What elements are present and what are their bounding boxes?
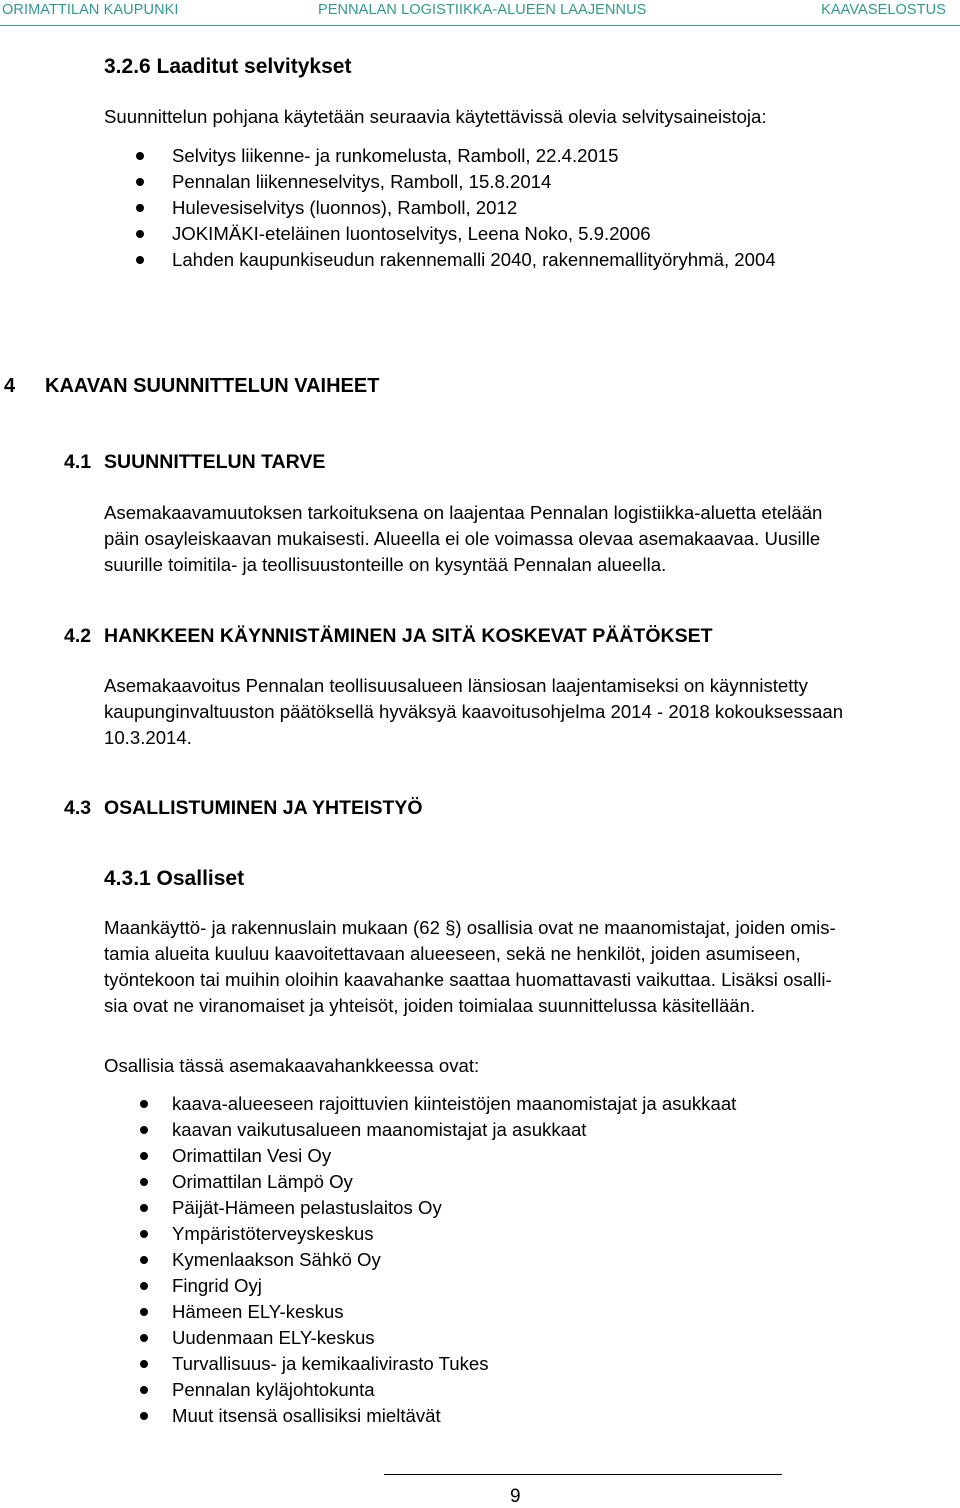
list-item: Orimattilan Lämpö Oy	[172, 1169, 736, 1195]
bullet-icon	[136, 152, 144, 160]
list-item: Kymenlaakson Sähkö Oy	[172, 1247, 736, 1273]
section-3-2-6-intro: Suunnittelun pohjana käytetään seuraavia käytettävissä olevia selvitysaineistoja:	[104, 106, 767, 127]
bullet-icon	[140, 1360, 148, 1368]
bullet-icon	[136, 230, 144, 238]
bullet-icon	[140, 1386, 148, 1394]
bullet-icon	[140, 1100, 148, 1108]
section-4-1-body: Asemakaavamuutoksen tarkoituksena on laajentaa Pennalan logistiikka-aluetta etelään päin osayleiskaavan mukaisesti. Alueella ei ole voimassa olevaa asemakaavaa. Uusille suurille toimitila- ja teollisuustonteille on kysyntää Pennalan alueella.	[104, 502, 823, 575]
bullet-icon	[140, 1282, 148, 1290]
list-item: Turvallisuus- ja kemikaalivirasto Tukes	[172, 1351, 736, 1377]
list-item: Selvitys liikenne- ja runkomelusta, Ramboll, 22.4.2015	[172, 143, 776, 169]
header-project-title: PENNALAN LOGISTIIKKA-ALUEEN LAAJENNUS	[318, 2, 647, 18]
bullet-icon	[140, 1308, 148, 1316]
bullet-icon	[136, 178, 144, 186]
bullet-icon	[140, 1178, 148, 1186]
bullet-icon	[140, 1256, 148, 1264]
section-4-1-title: SUUNNITTELUN TARVE	[104, 451, 326, 473]
parties-list	[172, 1091, 736, 1429]
list-item: Fingrid Oyj	[172, 1273, 736, 1299]
list-item: Hämeen ELY-keskus	[172, 1299, 736, 1325]
bullet-icon	[140, 1230, 148, 1238]
list-item: Uudenmaan ELY-keskus	[172, 1325, 736, 1351]
section-4-2-title: HANKKEEN KÄYNNISTÄMINEN JA SITÄ KOSKEVAT PÄÄTÖKSET	[104, 625, 713, 647]
section-4-2-body: Asemakaavoitus Pennalan teollisuusalueen länsiosan laajentamiseksi on käynnistetty kaupunginvaltuuston päätöksellä hyväksyä kaavoitusohjelma 2014 - 2018 kokouksessaan 10.3.2014.	[104, 675, 844, 748]
bullet-icon	[140, 1152, 148, 1160]
section-4-3-title: OSALLISTUMINEN JA YHTEISTYÖ	[104, 797, 423, 819]
bullet-icon	[136, 256, 144, 264]
chapter-4-number: 4	[4, 375, 16, 397]
header-divider	[0, 25, 960, 26]
list-item: kaavan vaikutusalueen maanomistajat ja asukkaat	[172, 1117, 736, 1143]
bullet-icon	[140, 1412, 148, 1420]
list-item: Päijät-Hämeen pelastuslaitos Oy	[172, 1195, 736, 1221]
section-4-3-1-heading: 4.3.1 Osalliset	[104, 867, 245, 890]
header-document-type: KAAVASELOSTUS	[821, 2, 946, 18]
header-organization: ORIMATTILAN KAUPUNKI	[2, 2, 179, 18]
parties-list-intro: Osallisia tässä asemakaavahankkeessa ovat:	[104, 1055, 480, 1076]
bullet-icon	[136, 204, 144, 212]
section-4-3-1-body: Maankäyttö- ja rakennuslain mukaan (62 §) osallisia ovat ne maanomistajat, joiden omis- tamia alueita kuuluu kaavoitettavaan alueeseen, sekä ne henkilöt, joiden asumiseen, työntekoon tai muihin oloihin kaavahanke saattaa huomattavasti vaikuttaa. Lisäksi osalli- sia ovat ne viranomaiset ja yhteisöt, joiden toimialaa suunnittelussa käsitellään.	[104, 917, 836, 1016]
list-item: JOKIMÄKI-eteläinen luontoselvitys, Leena Noko, 5.9.2006	[172, 221, 776, 247]
footer-divider	[384, 1474, 782, 1475]
section-3-2-6-heading: 3.2.6 Laaditut selvitykset	[104, 55, 352, 78]
page-number: 9	[510, 1486, 521, 1507]
list-item: Hulevesiselvitys (luonnos), Ramboll, 2012	[172, 195, 776, 221]
list-item: Ympäristöterveyskeskus	[172, 1221, 736, 1247]
bullet-icon	[140, 1126, 148, 1134]
list-item: Muut itsensä osallisiksi mieltävät	[172, 1403, 736, 1429]
list-item: Pennalan liikenneselvitys, Ramboll, 15.8.2014	[172, 169, 776, 195]
list-item: Orimattilan Vesi Oy	[172, 1143, 736, 1169]
section-4-1-number: 4.1	[64, 451, 92, 473]
list-item: Pennalan kyläjohtokunta	[172, 1377, 736, 1403]
list-item: Lahden kaupunkiseudun rakennemalli 2040, rakennemallityöryhmä, 2004	[172, 247, 776, 273]
section-4-3-number: 4.3	[64, 797, 92, 819]
chapter-4-title: KAAVAN SUUNNITTELUN VAIHEET	[45, 375, 380, 397]
survey-list	[172, 143, 776, 273]
list-item: kaava-alueeseen rajoittuvien kiinteistöjen maanomistajat ja asukkaat	[172, 1091, 736, 1117]
bullet-icon	[140, 1334, 148, 1342]
section-4-2-number: 4.2	[64, 625, 92, 647]
bullet-icon	[140, 1204, 148, 1212]
